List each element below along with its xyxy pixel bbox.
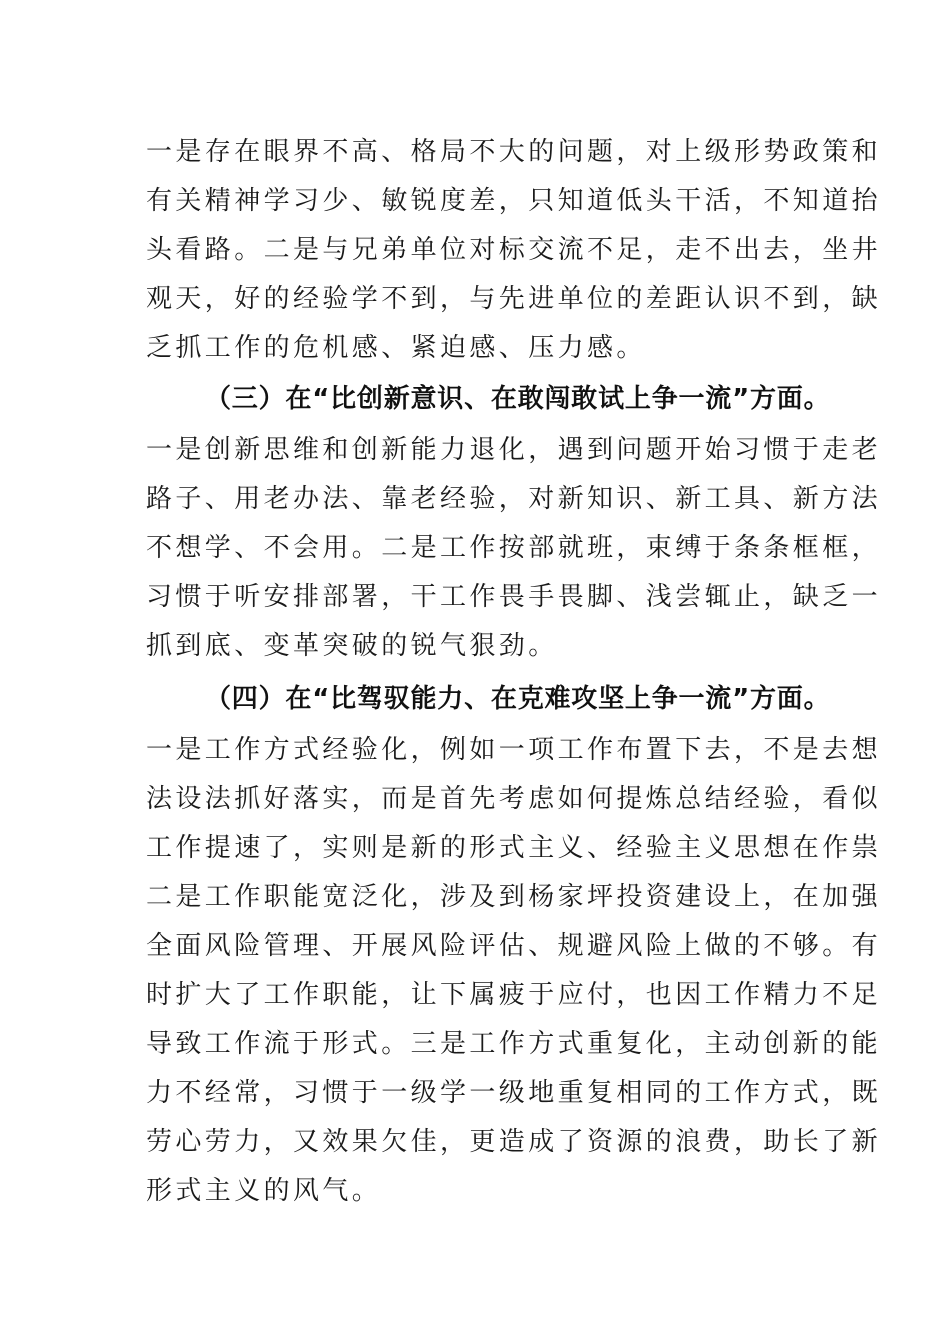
- section-heading-3: （三）在“比创新意识、在敢闯敢试上争一流”方面。: [205, 384, 831, 414]
- body-text-line: 劳心劳力，又效果欠佳，更造成了资源的浪费，助长了新: [146, 1127, 882, 1157]
- body-text-line: 观天，好的经验学不到，与先进单位的差距认识不到，缺: [146, 284, 882, 314]
- body-text-line: 力不经常，习惯于一级学一级地重复相同的工作方式，既: [146, 1078, 882, 1108]
- body-text-line: 工作提速了，实则是新的形式主义、经验主义思想在作祟: [146, 833, 882, 863]
- body-text-line: 抓到底、变革突破的锐气狠劲。: [146, 631, 558, 661]
- body-text-line: 一是工作方式经验化，例如一项工作布置下去，不是去想: [146, 735, 882, 765]
- body-text-line: 习惯于听安排部署，干工作畏手畏脚、浅尝辄止，缺乏一: [146, 582, 882, 612]
- body-text-line: 有关精神学习少、敏锐度差，只知道低头干活，不知道抬: [146, 186, 882, 216]
- body-text-line: 乏抓工作的危机感、紧迫感、压力感。: [146, 333, 646, 363]
- body-text-line: 二是工作职能宽泛化，涉及到杨家坪投资建设上，在加强: [146, 882, 882, 912]
- body-text-line: 导致工作流于形式。三是工作方式重复化，主动创新的能: [146, 1029, 882, 1059]
- body-text-line: 不想学、不会用。二是工作按部就班，束缚于条条框框，: [146, 533, 882, 563]
- body-text-line: 一是存在眼界不高、格局不大的问题，对上级形势政策和: [146, 137, 882, 167]
- body-text-line: 全面风险管理、开展风险评估、规避风险上做的不够。有: [146, 931, 882, 961]
- body-text-line: 法设法抓好落实，而是首先考虑如何提炼总结经验，看似: [146, 784, 882, 814]
- body-text-line: 形式主义的风气。: [146, 1176, 382, 1206]
- section-heading-4: （四）在“比驾驭能力、在克难攻坚上争一流”方面。: [205, 684, 831, 714]
- body-text-line: 头看路。二是与兄弟单位对标交流不足，走不出去，坐井: [146, 235, 882, 265]
- body-text-line: 路子、用老办法、靠老经验，对新知识、新工具、新方法: [146, 484, 882, 514]
- body-text-line: 时扩大了工作职能，让下属疲于应付，也因工作精力不足: [146, 980, 882, 1010]
- body-text-line: 一是创新思维和创新能力退化，遇到问题开始习惯于走老: [146, 435, 882, 465]
